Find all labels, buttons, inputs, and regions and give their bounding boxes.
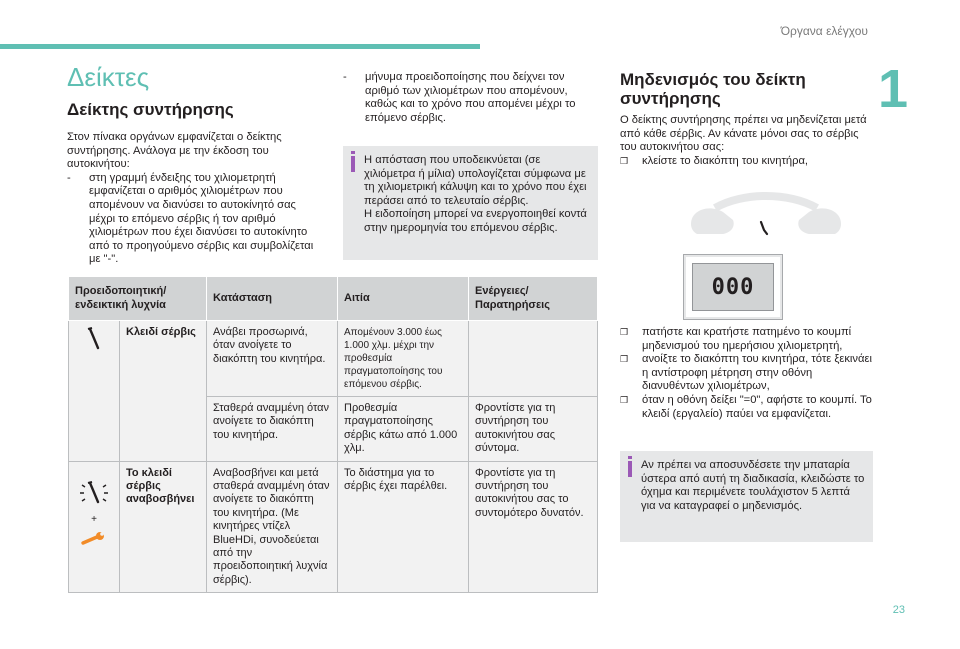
flashing-wrench-icon	[79, 477, 109, 509]
list-item	[620, 353, 875, 394]
bullet-text: μήνυμα προειδοποίησης που δείχνει τον αριθμό των χιλιομέτρων που απομένουν, καθώς και το χρόνο που απομένει μέχρι το επόμενο σέρβις.	[365, 71, 576, 124]
info-text: Η ειδοποίηση μπορεί να ενεργοποιηθεί κοντά στην ημερομηνία του επόμενου σέρβις.	[364, 208, 587, 234]
section-heading: Δείκτης συντήρησης	[67, 100, 234, 119]
table-row	[69, 321, 598, 397]
table-cell: Ανάβει προσωρινά, όταν ανοίγετε το διακόπτη του κινητήρα.	[207, 321, 338, 397]
intro-paragraph: Ο δείκτης συντήρησης πρέπει να μηδενίζεται μετά από κάθε σέρβις. Αν κάνατε μόνοι σας το σέρβις του αυτοκινήτου σας:	[620, 114, 867, 154]
list-item	[620, 326, 875, 353]
info-text: Η απόσταση που υποδεικνύεται (σε χιλιόμετρα ή μίλια) υπολογίζεται σύμφωνα με τη χιλιομετρική κάλυψη και το χρόνο που έχει περάσει από το τελευταίο σέρβις.	[364, 154, 587, 207]
table-cell: Φροντίστε για τη συντήρηση του αυτοκινήτου σας το συντομότερο δυνατόν.	[469, 461, 598, 593]
column-header: Κατάσταση	[207, 277, 338, 321]
table-cell: Το διάστημα για το σέρβις έχει παρέλθει.	[338, 461, 469, 593]
info-box	[620, 451, 873, 542]
intro-paragraph: Στον πίνακα οργάνων εμφανίζεται ο δείκτης συντήρησης. Ανάλογα με την έκδοση του αυτοκινήτου:	[67, 131, 282, 171]
left-text	[67, 131, 325, 267]
header-accent-bar	[0, 44, 480, 49]
section-title: Όργανα ελέγχου	[780, 24, 868, 38]
info-icon	[351, 156, 355, 172]
table-cell: Σταθερά αναμμένη όταν ανοίγετε το διακόπτη του κινητήρα.	[207, 397, 338, 462]
table-cell: Απομένουν 3.000 έως 1.000 χλμ. μέχρι την προθεσμία πραγματοποίησης του επόμενου σέρβις.	[338, 321, 469, 397]
info-text: Αν πρέπει να αποσυνδέσετε την μπαταρία ύστερα από αυτή τη διαδικασία, κλειδώστε το όχημα και περιμένετε τουλάχιστον 5 λεπτά για να καταγραφεί ο μηδενισμός.	[641, 459, 865, 512]
page-title: Δείκτες	[67, 62, 150, 92]
table-row	[69, 461, 598, 593]
list-dash: -	[67, 171, 71, 184]
list-item	[620, 155, 875, 169]
table-cell: Προθεσμία πραγματοποίησης σέρβις κάτω από 1.000 χλμ.	[338, 397, 469, 462]
checkbox-icon: ❒	[620, 327, 629, 337]
wrench-icon	[84, 326, 104, 352]
step-text: κλείστε το διακόπτη του κινητήρα,	[642, 154, 809, 167]
warning-lights-table	[68, 276, 598, 593]
list-item	[67, 172, 325, 267]
icon-cell	[69, 321, 120, 462]
table-cell	[469, 321, 598, 397]
table-cell: Φροντίστε για τη συντήρηση του αυτοκινήτου σας σύντομα.	[469, 397, 598, 462]
right-text	[620, 114, 875, 168]
checkbox-icon: ❒	[620, 354, 629, 365]
odometer-value: 000	[711, 274, 755, 300]
bullet-text: στη γραμμή ένδειξης του χιλιομετρητή εμφανίζεται ο αριθμός χιλιομέτρων που απομένουν να διανύσει το αυτοκίνητό σας μέχρι το επόμενο σέρβις ή τον αριθμό χιλιομέτρων που έχει διανύσει το αυτοκίνητο από το προηγούμενο σέρβις και συμβολίζεται με "-".	[89, 171, 314, 266]
info-box	[343, 146, 598, 260]
column-header: Ενέργειες/Παρατηρήσεις	[469, 277, 598, 321]
column-header: Προειδοποιητική/ ενδεικτική λυχνία	[69, 277, 207, 321]
table-cell: Αναβοσβήνει και μετά σταθερά αναμμένη όταν ανοίγετε το διακόπτη του κινητήρα. (Με κινητήρες ντίζελ BlueHDi, συνοδεύεται από την προειδοποιητική λυχνία σέρβις).	[207, 461, 338, 593]
odometer-display	[683, 254, 783, 320]
table-header-row	[69, 277, 598, 321]
list-item	[343, 71, 598, 125]
column-header: Αιτία	[338, 277, 469, 321]
icon-cell	[69, 461, 120, 593]
checkbox-icon: ❒	[620, 394, 629, 405]
checkbox-icon: ❒	[620, 155, 629, 166]
light-name: Το κλειδί σέρβις αναβοσβήνει	[120, 461, 207, 593]
list-item	[620, 394, 875, 421]
step-text: πατήστε και κρατήστε πατημένο το κουμπί μηδενισμού του ημερήσιου χιλιομετρητή,	[642, 326, 852, 352]
section-heading: Μηδενισμός του δείκτη συντήρησης	[620, 70, 806, 108]
step-text: όταν η οθόνη δείξει "=0", αφήστε το κουμπί. Το κλειδί (εργαλείο) παύει να εμφανίζεται.	[642, 393, 872, 420]
steps-list	[620, 326, 875, 421]
light-name: Κλειδί σέρβις	[120, 321, 207, 462]
page-number: 23	[892, 604, 905, 616]
info-icon	[628, 461, 632, 477]
chapter-number: 1	[877, 59, 908, 119]
list-dash: -	[343, 71, 347, 83]
step-text: ανοίξτε το διακόπτη του κινητήρα, τότε ξεκινάει η αντίστροφη μέτρηση στην οθόνη διανυθέντων χιλιομέτρων,	[642, 353, 872, 393]
service-tool-icon	[81, 532, 107, 546]
plus-sign: +	[91, 514, 97, 526]
